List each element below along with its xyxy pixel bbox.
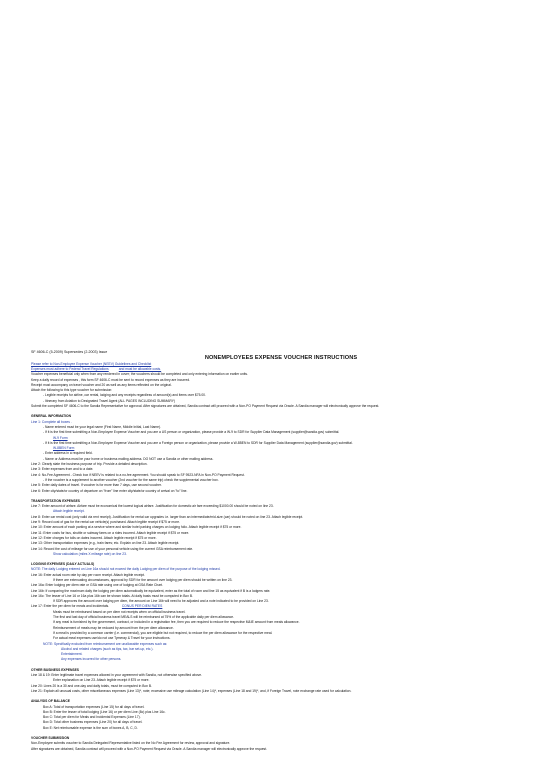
- transport-line: Line 10: Enter amount of each parking at a service where and similar hotel parking charges on lodging folio. Attach legible receipt if $75 or more.: [31, 525, 242, 530]
- submission-section: [31, 741, 531, 752]
- lodging-line: If any meal is furnished by the government, contract, or included in a registration fee, then you are required to reduce the respective M&IE amount from meals allowance.: [53, 620, 300, 625]
- submission-heading: VOUCHER SUBMISSION: [31, 736, 70, 740]
- transportation-section: [31, 504, 531, 557]
- analysis-line: Box D: Total other business expenses (Line 20) for all days of travel.: [43, 720, 143, 725]
- lodging-section: [31, 567, 531, 662]
- transport-line: Line 13: Other transportation expenses (e.g., train fares; etc. Explain on line 23. Attach legible receipt.: [31, 541, 180, 546]
- transport-line: Line 9: Record cost of gas for the rental car vehicle(s) purchased. Attach legible receipt if $75 or more.: [31, 520, 180, 525]
- general-line: - Name or Address must be your home or business mailing address. DO NOT use a Sandia or other mailing address.: [43, 456, 214, 461]
- lodging-note: NOTE: The daily Lodging entered on Line 16a should not exceed the daily Lodging per diem of the purpose of the lodging missed.: [31, 567, 221, 572]
- general-line: - If the voucher is a supplement to another voucher (2nd voucher for the same trip) check the supplemental voucher box.: [43, 477, 219, 482]
- instructions-page: [31, 350, 531, 752]
- analysis-line: Box E: Net reimbursable expense is the sum of boxes A, B, C, D.: [43, 725, 138, 730]
- general-line: Line 6: Enter city/state/or country of departure on "from" line enter city/state/or country of arrival on "to" line.: [31, 488, 188, 493]
- transport-line: Line 8: Enter car rental cost (only valid via rent receipt). Justification for rental car upgrades i.e. larger than an intermediate/mid-size (car) should be noted on line 23. Attach legible receipt.: [31, 514, 304, 519]
- other-line: Line 18 & 19: Enter legitimate travel expenses allowed in your agreement with Sandia, not otherwise specified above.: [31, 673, 202, 678]
- submission-line: After signatures are obtained, Sandia contract will proceed with a Non-PO Payment Request via Oracle. A Sandia manager will electronically approve the request.: [31, 746, 268, 751]
- lodging-line: Line 16a: Enter lodging per diem rate or GSA rate using one of lodging at GSA Rate Chart.: [31, 583, 163, 588]
- general-line: Line 3: Enter expenses from and to a date.: [31, 467, 94, 472]
- general-line: - Name entered must be your legal name (First Name, Middle Initial, Last Name).: [43, 424, 162, 429]
- general-section: [31, 420, 531, 494]
- lodging-line: Meals must be reimbursed based on per diem not receipts when on official business travel.: [53, 609, 186, 614]
- lodging-line: The first and last day of official business travel MEALS will be reimbursed at 75% of the applicable daily per diem allowance.: [53, 615, 234, 620]
- intro-line: Voucher expenses beneficial only when from any rendered in cover; the vouchers should be completed and only entering information on earlier units.: [31, 372, 248, 377]
- other-line: Enter explanation on Line 23. Attach legible receipt if $75 or more.: [53, 678, 150, 683]
- other-expenses-heading: OTHER BUSINESS EXPENSES: [31, 667, 79, 672]
- transport-line: Line 14: Record the cost of mileage for use of your personal vehicle using the current GSA reimbursement rate.: [31, 546, 194, 551]
- other-line: Line 21: Explain all unusual costs, other miscellaneous expenses (Line 13)*, note; excessive use mileage calculation (Line 14)*, expenses (Line 18 and 19)*, and, if Foreign Travel, note exchange rate used for calculation.: [31, 688, 352, 693]
- intro-section: [31, 372, 531, 409]
- w9-form-link[interactable]: W-9 Form: [53, 435, 68, 440]
- intro-line: Keep a daily record of expenses , this form SF 4606-C must be sent to record expenses as they are incurred.: [31, 377, 191, 382]
- intro-line: - Legible receipts for airline, car rental, lodging and any receipts regardless of amount(s) and items over $75.00.: [43, 393, 206, 398]
- excluded-item: Alcohol and related charges (such as tips, tax, bar set-up, etc.).: [61, 646, 154, 651]
- general-heading: GENERAL INFORMATION: [31, 414, 71, 419]
- lodging-line: Line 17: Enter the per diem for meals and incidentals.: [31, 604, 110, 609]
- transport-line: Line 7: Enter amount of airfare. Airfare must be economical the lowest logical airfare. Justification for domestic air fare exceeding $1000.00 should be noted on line 23.: [31, 504, 274, 509]
- analysis-section: [31, 705, 531, 731]
- lodging-line: If there are extenuating circumstances, approval by SDR for the amount over lodging per diem should be written on line 23.: [53, 577, 233, 582]
- general-line: Line 4: No-Fee Agreement - Check box if NEEV is related to a no-fee agreement. You should speak to SF 9523-NFA in Non-PO Payment Request.: [31, 472, 245, 477]
- lodging-line: If a meal is provided by a common carrier (i.e. commercial), you are eligible but not required, to reduce the per diem allowance for the respective meal.: [53, 630, 273, 635]
- lodging-line: Reimbursement of meals may be reduced by amount from the per diem allowance.: [53, 625, 174, 630]
- intro-line: Submit the completed SF 4606-C to the Sandia Representative for approval. After signatures are obtained, Sandia contract will proceed with a Non-PO Payment Request via Oracle. A Sandia manager will electronically approve the request.: [31, 404, 380, 409]
- transport-note: Attach legible receipt.: [53, 509, 85, 514]
- lodging-line: Line 16b: If comparing the maximum daily the lodging per diem automatically be equivalent, enter as the total of room and line 15 as equivalent if B is a lodgers rate.: [31, 588, 271, 593]
- w8ben-form-link[interactable]: W-8BEN Form: [53, 446, 75, 451]
- transport-line: Line 12: Enter charges for tolls on dates incurred. Attach legible receipt if $75 or more.: [31, 535, 157, 540]
- analysis-line: Box A: Total of transportation expenses (Line 15) for all days of travel.: [43, 704, 145, 709]
- lodging-line: Line 16: Enter actual room rate by day per room receipt. Attach legible receipt.: [31, 572, 145, 577]
- general-line: - If it is the first time submitting a Non-Employee Expense Voucher and you are a Foreign person or organization, please provide a W-8BEN to SDR for Supplier Data Management (supplier@sandia.gov) submittal.: [43, 440, 353, 445]
- general-line: - If it is the first time submitting a Non-Employee Expense Voucher and you are a US person or organization, please provide a W-9 to SDR for Supplier Data Management (supplier@sandia.gov) submittal.: [43, 430, 340, 435]
- form-id: SF 4606-C (5-2009) Supersedes (2-2003) Issue: [31, 350, 108, 354]
- lodging-line: For actual meal expenses use/do not use Tymeray & Travel for your instructions.: [53, 636, 171, 641]
- other-expenses-section: [31, 673, 531, 694]
- lodging-heading: LODGING EXPENSES (DAILY ACTUALS): [31, 562, 95, 567]
- general-line: Line 2: Clearly state the business purpose of trip. Provide a detailed description.: [31, 462, 148, 467]
- excluded-item: Entertainment.: [61, 652, 83, 657]
- submission-line: Non-Employee submits voucher to Sandia Delegated Representative listed on the No Fee Agreement for review, approval and signature.: [31, 741, 231, 746]
- neev-guidelines-link[interactable]: Please refer to Non-Employee Expense Voucher (NEEV) Guidelines and Checklist: [31, 361, 152, 366]
- federal-travel-regulations-link[interactable]: Expenses must adhere to Federal Travel Regulations: [31, 367, 109, 371]
- intro-line: - Itinerary from Aviation to Designated Travel Agent (ALL PAGES INCLUDING SUMMARY): [43, 398, 175, 403]
- analysis-heading: ANALYSIS OF BALANCE: [31, 699, 70, 704]
- intro-line: Attach the following to this type voucher for submission:: [31, 388, 113, 393]
- page-title: NONEMPLOYEES EXPENSE VOUCHER INSTRUCTIONS: [204, 355, 358, 362]
- intro-line: Receipt must accompany on travel voucher and 20 as well as any items reflected on the original.: [31, 382, 172, 387]
- line-label: Line 1: Complete all boxes .: [31, 419, 72, 424]
- lodging-line: If SDR approves the amount over lodging per diem, the amount on Line 16b will need to be adjusted and a note indicated to be provided on Line 23.: [53, 599, 269, 604]
- excluded-item: Any expenses incurred for other persons.: [61, 657, 122, 662]
- transport-note: Show calculation (miles X mileage rate) on line 23.: [53, 551, 127, 556]
- transport-line: Line 11: Enter costs for bus, shuttle or subway fares on a rides incurred. Attach legible receipt if $75 or more.: [31, 530, 190, 535]
- lodging-line: Line 16c: The lesser of Line 16 or 16a plus 16b can be shown totals. At daily basis must be computed in Box B.: [31, 593, 193, 598]
- analysis-line: Box C: Total per diem for Meals and Incidental Expenses (Line 17).: [43, 715, 141, 720]
- other-line: Line 20: Lines 20 is a 30 and one-day and daily totals, must be computed in Box B.: [31, 683, 152, 688]
- analysis-line: Box B: Enter the lesser of total lodging (Line 16) or per diem Line (8c) plus Line 16c.: [43, 709, 166, 714]
- excluded-expenses-note: NOTE: Specifically excluded from reimbursement are unallowable expenses such as:: [43, 641, 168, 646]
- general-line: Line 5: Enter daily dates of travel. If voucher is for more than 7 days, use second voucher.: [31, 483, 162, 488]
- general-line: - Enter address in a required field.: [43, 451, 93, 456]
- conus-per-diem-link[interactable]: CONUS PER DIEM RATES: [121, 604, 163, 609]
- transportation-heading: TRANSPORTATION EXPENSES: [31, 498, 80, 503]
- allowable-costs-link[interactable]: and must be allowable costs.: [118, 367, 162, 371]
